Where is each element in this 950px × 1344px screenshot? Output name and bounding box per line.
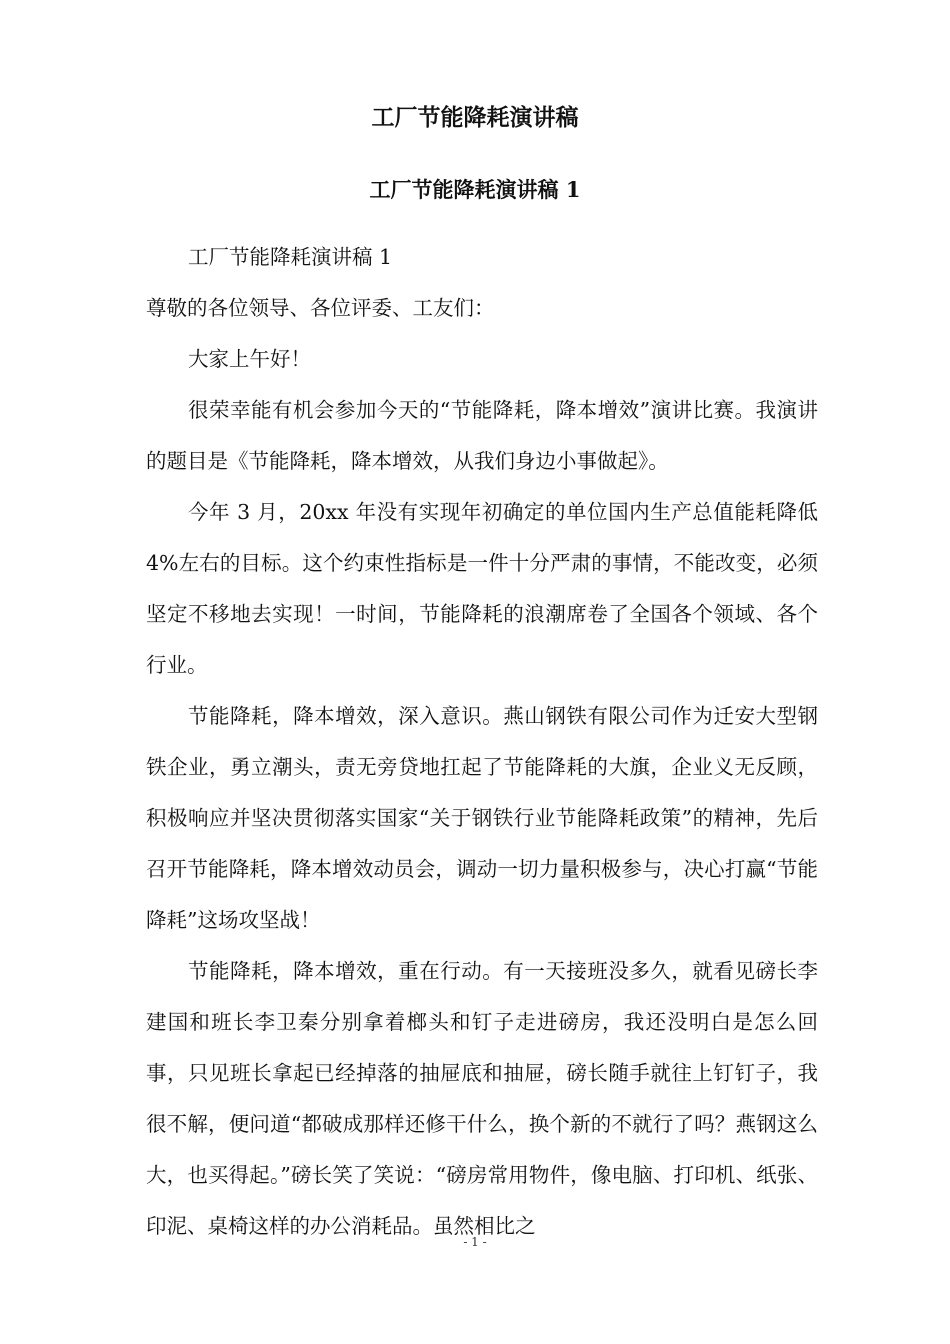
paragraph-action: 节能降耗，降本增效，重在行动。有一天接班没多久，就看见磅长李建国和班长李卫秦分别拿着榔头和钉子走进磅房，我还没明白是怎么回事，只见班长拿起已经掉落的抽屉底和抽屉，磅长随手就往上钉钉子，我很不解，便问道“都破成那样还修干什么，换个新的不就行了吗？燕钢这么大，也买得起。”磅长笑了笑说：“磅房常用物件，像电脑、打印机、纸张、印泥、桌椅这样的办公消耗品。虽然相比之 [146, 959, 818, 1238]
paragraph-background: 今年 3 月，20xx 年没有实现年初确定的单位国内生产总值能耗降低 4%左右的目标。这个约束性指标是一件十分严肃的事情，不能改变，必须坚定不移地去实现！一时间，节能降耗的浪潮席卷了全国各个领域、各个行业。 [146, 500, 818, 677]
paragraph-awareness: 节能降耗，降本增效，深入意识。燕山钢铁有限公司作为迁安大型钢铁企业，勇立潮头，责无旁贷地扛起了节能降耗的大旗，企业义无反顾，积极响应并坚决贯彻落实国家“关于钢铁行业节能降耗政策”的精神，先后召开节能降耗，降本增效动员会，调动一切力量积极参与，决心打赢“节能降耗”这场攻坚战！ [146, 704, 818, 932]
paragraph-greeting: 大家上午好！ [188, 347, 311, 371]
document-title: 工厂节能降耗演讲稿 [371, 104, 579, 131]
section-heading: 工厂节能降耗演讲稿 1 [369, 177, 581, 202]
paragraph-salutation: 尊敬的各位领导、各位评委、工友们： [146, 296, 495, 320]
page-number: - 1 - [463, 1235, 487, 1249]
paragraph-speech-title: 工厂节能降耗演讲稿 1 [188, 245, 393, 269]
document-body [146, 232, 818, 1252]
paragraph-intro: 很荣幸能有机会参加今天的“节能降耗，降本增效”演讲比赛。我演讲的题目是《节能降耗，降本增效，从我们身边小事做起》。 [146, 398, 818, 473]
